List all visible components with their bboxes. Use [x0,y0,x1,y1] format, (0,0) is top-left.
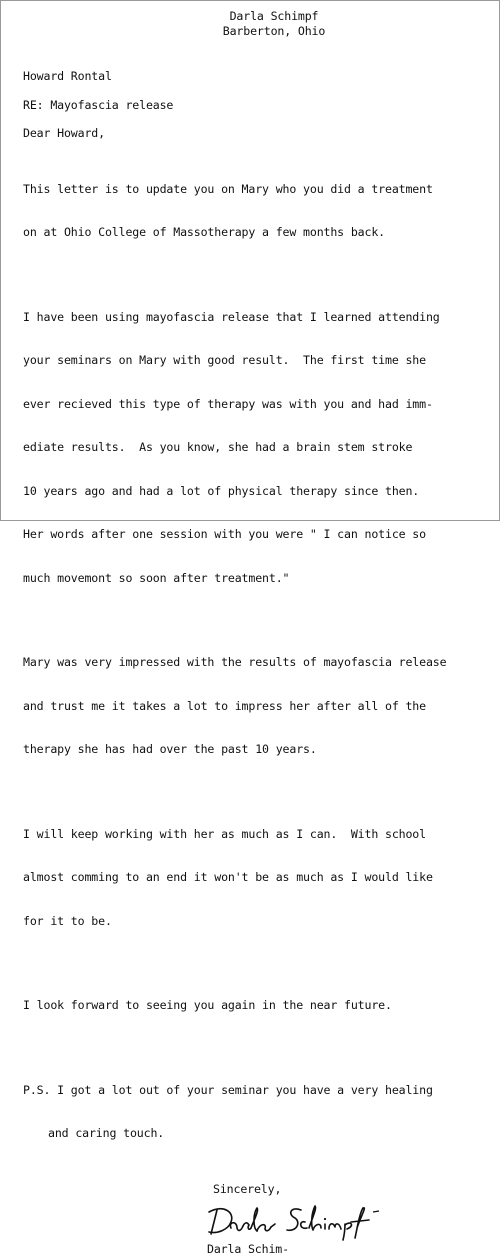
paragraph-update [23,153,485,269]
text-line: I look forward to seeing you again in the near future. [23,998,392,1012]
text-line: therapy she has had over the past 10 years. [23,742,317,756]
text-line: ediate results. As you know, she had a brain stem stroke [23,440,413,454]
text-line: Mary was very impressed with the results of mayofascia release [23,655,447,669]
paragraph-continue [23,798,485,958]
text-line: and trust me it takes a lot to impress her after all of the [23,698,426,713]
recipient-name: Howard Rontal [23,69,112,83]
text-line: P.S. I got a lot out of your seminar you have a very healing [23,1082,433,1097]
closing: Sincerely, [213,1181,282,1196]
text-line: I have been using mayofascia release that I learned attending [23,309,440,324]
paragraph-impressed [23,626,485,786]
text-line: 10 years ago and had a lot of physical therapy since then. [23,483,420,498]
text-line: Her words after one session with you were " I can notice so [23,527,426,541]
text-line: I will keep working with her as much as I can. With school [23,826,426,841]
sender-city: Barberton, Ohio [222,24,326,38]
text-line: and caring touch. [48,1126,165,1140]
text-line: much movemont so soon after treatment." [23,570,290,585]
typed-signature-name: Darla Schim- [207,1242,289,1256]
paragraph-results [23,281,485,615]
signature-image [201,1198,401,1242]
letterhead [63,9,485,39]
text-line: This letter is to update you on Mary who you did a treatment [23,181,433,196]
salutation: Dear Howard, [23,126,105,140]
paragraph-closing [23,969,485,1042]
text-line: ever recieved this type of therapy was with you and had imm- [23,396,433,411]
sender-name: Darla Schimpf [229,9,319,23]
postscript [23,1054,485,1170]
letter-body [23,9,485,1257]
handwritten-signature [201,1196,485,1242]
text-line: on at Ohio College of Massotherapy a few months back. [23,225,385,239]
text-line: your seminars on Mary with good result. The first time she [23,353,426,367]
text-line: almost comming to an end it won't be as much as I would like [23,870,433,884]
text-line: for it to be. [23,913,112,928]
subject-line: RE: Mayofascia release [23,97,174,112]
